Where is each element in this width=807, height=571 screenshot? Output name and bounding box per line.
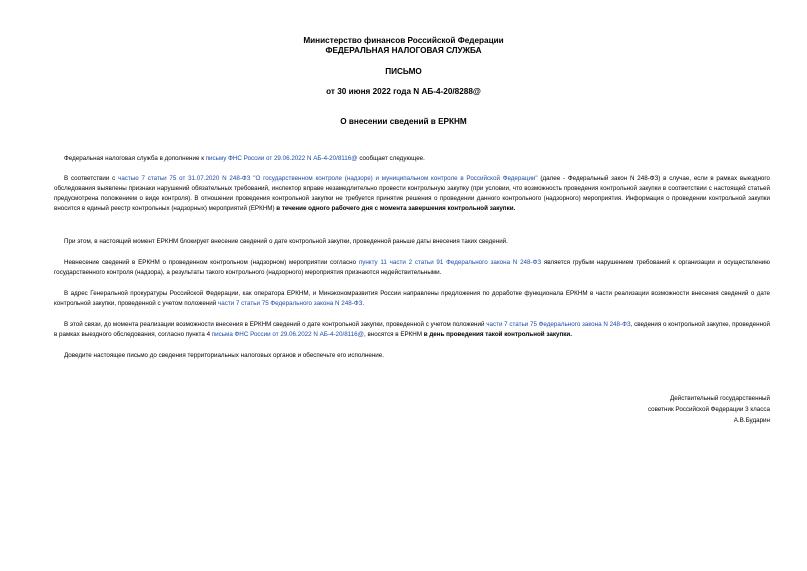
paragraph-1 — [54, 154, 770, 164]
link-law-248-article-75[interactable]: частью 7 статьи 75 от 31.07.2020 N 248-ФЗ "О государственном контроле (надзоре) и муниципальном контроле в Российской Федерации" — [118, 175, 538, 182]
link-fns-letter-8116[interactable]: письма ФНС России от 29.06.2022 N АБ-4-20/8116@ — [211, 331, 364, 338]
p4-text: является грубым нарушением требований к организации и осуществлению государственного контроля (надзора), а результаты такого контрольного (надзорного) мероприятия признаются недействительными. — [54, 259, 770, 276]
p6-text: , вносятся в ЕРКНМ — [364, 331, 424, 338]
paragraph-4 — [54, 258, 770, 278]
paragraph-7 — [54, 351, 770, 361]
p3-text: При этом, в настоящий момент ЕРКНМ блокирует внесение сведений о дате контрольной закупки, проведенной раньше даты внесения таких сведений. — [64, 238, 508, 245]
p1-text: Федеральная налоговая служба в дополнение к — [64, 155, 206, 162]
link-law-248-article-75[interactable]: части 7 статьи 75 Федерального закона N 248-ФЗ — [217, 300, 363, 307]
paragraph-6 — [54, 320, 770, 340]
paragraph-5 — [54, 289, 770, 309]
p1-text: сообщает следующее. — [357, 155, 425, 162]
p4-text: Невнесение сведений в ЕРКНМ о проведенном контрольном (надзорном) мероприятии согласно — [64, 259, 359, 266]
signer-rank-line-2: советник Российской Федерации 3 класса — [647, 406, 770, 413]
ministry-heading: Министерство финансов Российской Федерации — [303, 36, 504, 45]
p2-bold: в течение одного рабочего дня с момента завершения контрольной закупки. — [274, 205, 516, 212]
p6-text: , сведения о контрольной закупке, проведенной в рамках выездного обследования, согласно пункта 4 — [54, 321, 770, 338]
p7-text: Доведите настоящее письмо до сведения территориальных налоговых органов и обеспечьте его исполнение. — [64, 352, 384, 359]
document-date-number: от 30 июня 2022 года N АБ-4-20/8288@ — [326, 87, 481, 96]
signature-block — [570, 393, 770, 426]
p5-text: . — [362, 300, 365, 307]
link-law-248-article-75[interactable]: части 7 статьи 75 Федерального закона N 248-ФЗ — [486, 321, 631, 328]
p2-text: В соответствии с — [64, 175, 119, 182]
p6-text: В этой связи, до момента реализации возможности внесения в ЕРКНМ сведений о дате контрольной закупки, проведенной с учетом положений — [64, 321, 487, 328]
p5-text: В адрес Генеральной прокуратуры Российской Федерации, как оператора ЕРКНМ, и Минэкономразвития России направлены предложения по доработке функционала ЕРКНМ в части реализации возможности внесения сведений о дате контрольной закупки, проведенной с учетом положений — [54, 290, 770, 307]
paragraph-3 — [54, 237, 770, 247]
p6-bold: в день проведения такой контрольной закупки. — [423, 331, 572, 338]
service-heading: ФЕДЕРАЛЬНАЯ НАЛОГОВАЯ СЛУЖБА — [325, 46, 482, 55]
paragraph-2 — [54, 174, 770, 214]
signer-rank-line-1: Действительный государственный — [670, 395, 770, 402]
document-subject: О внесении сведений в ЕРКНМ — [340, 117, 467, 126]
signer-name: А.В.Бударин — [733, 417, 770, 424]
document-type: ПИСЬМО — [385, 67, 422, 76]
link-fns-letter-8116[interactable]: письму ФНС России от 29.06.2022 N АБ-4-20/8116@ — [205, 155, 358, 162]
p2-text: (далее - Федеральный закон N 248-ФЗ) в случае, если в рамках выездного обследования выявлены признаки нарушений обязательных требований, инспектор вправе незамедлительно провести контрольную закупку (при условии, что возможность проведения контрольной закупки в соответствии с настоящей статьей предусмотрена положением о виде контроля). В отношении проведения контрольной закупки не требуется принятие решения о проведении данного контрольного (надзорного) мероприятия. Информация о проведении контрольной закупки вносится в единый реестр контрольных (надзорных) мероприятий (ЕРКНМ) — [54, 175, 770, 212]
link-law-248-article-91[interactable]: пункту 11 части 2 статьи 91 Федерального закона N 248-ФЗ — [358, 259, 542, 266]
